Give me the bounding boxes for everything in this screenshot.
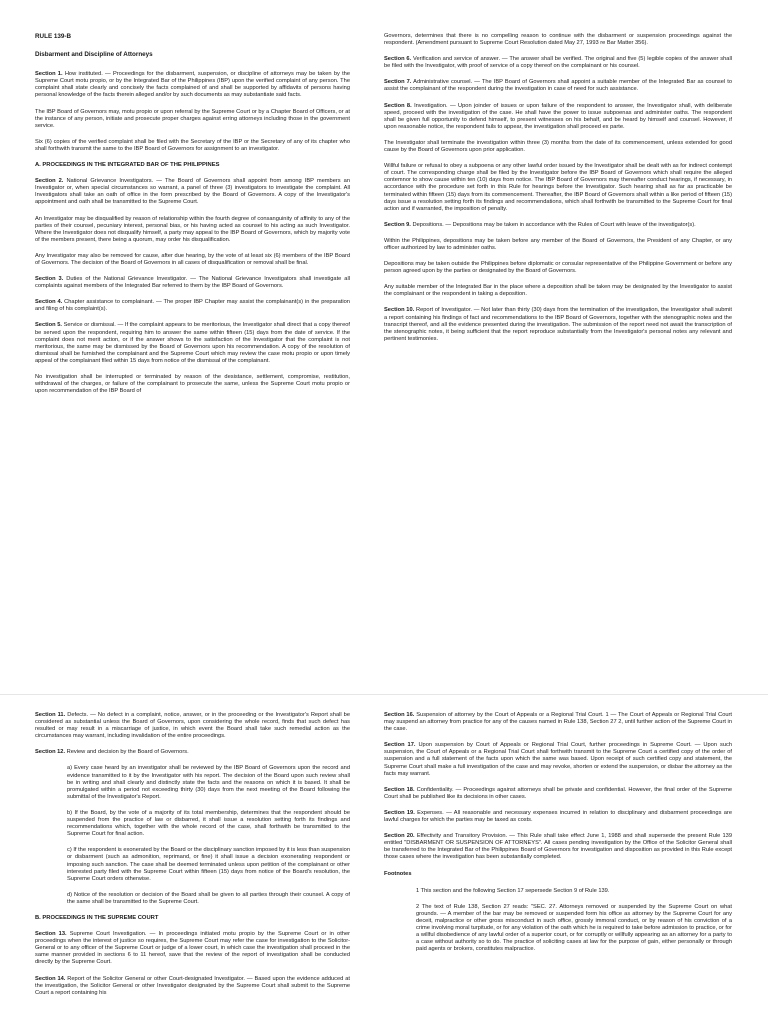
- paragraph-text: Any suitable member of the Integrated Bar in the place where a deposition shall be taken may be designated by the Investigator to assist the complainant or the respondent in taking a deposition.: [384, 284, 732, 298]
- paragraph-text: 1 This section and the following Section 17 sepersede Section 9 of Rule 139.: [416, 887, 610, 894]
- paragraph: [35, 216, 350, 244]
- paragraph: [384, 163, 732, 213]
- paragraph-text: Supreme Court Investigation. — In proceedings initiated motu propio by the Supreme Court or in other proceedings when the interest of justice so requires, the Supreme Court may refer the case for investigation to the Solicitor-General or to any officer of the Supreme Court or judge of a lower court, in which case the investigation shall proceed in the same manner provided in sections 6 to 11 hereof, save that the review of the report of investigation shall be conducted directly by the Supreme Court.: [35, 931, 351, 966]
- section-number: Section 6.: [384, 56, 412, 63]
- paragraph-text: c) If the respondent is exonerated by the Board or the disciplinary sanction imposed by it is less than suspension or disbarment (such as admonition, reprimand, or fine) it shall issue a decision exonerating respondent or imposing such sanction. The case shall be deemed terminated unless upon petition of the complainant or other interested party filed with the Supreme Court within fifteen (15) days from notice of the Board's resolution, the Supreme Court orders otherwise.: [67, 847, 350, 882]
- paragraph-text: Depositions. — Depositions may be taken in accordance with the Rules of Court with leave of the investigator(s).: [412, 221, 696, 228]
- section-number: Section 10.: [384, 307, 415, 314]
- section-paragraph: [384, 307, 732, 342]
- section-paragraph: [384, 833, 732, 861]
- footnotes-heading: Footnotes: [384, 870, 412, 877]
- section-paragraph: [35, 976, 350, 997]
- section-number: Section 20.: [384, 833, 415, 840]
- paragraph-text: 2 The text of Rule 138, Section 27 reads: "SEC. 27. Attorneys removed or suspended by the Supreme Court on what grounds. — A member of the bar may be removed or suspended form his office as attorney by the Supreme Court for any deceit, malpractice or other gross misconduct in such office, grossly immoral conduct, or by reason of his conviction of a crime involving moral turpitude, or for any violation of the oath which he is required to take before admission to practice, or for a willful disobedience of any lawful order of a superior court, or for corruptly or willfully appearing as an attorney for a party to a case without authority so to do. The practice of soliciting cases at law for the purpose of gain, either personally or through paid agents or brokers, constitutes malpractice.: [416, 903, 732, 953]
- paragraph-text: Duties of the National Grievance Investigator. — The National Grievance Investigators shall investigate all complaints against members of the Integrated Bar referred to them by the IBP Board of Governors.: [35, 276, 350, 290]
- paragraph-text: Expenses. — All reasonable and necessary expenses incurred in relation to disciplinary and disbarment proceedings are lawful charges for which the parties may be taxed as costs.: [384, 809, 732, 824]
- paragraph-text: Within the Philippines, depositions may be taken before any member of the Board of Governors, the President of any Chapter, or any officer authorized by law to administer oaths.: [384, 237, 732, 251]
- section-number: Section 14.: [35, 975, 66, 982]
- section-number: Section 12.: [35, 749, 66, 756]
- section-paragraph: [35, 71, 350, 99]
- page1-left-column: [35, 33, 350, 404]
- section-heading: B. PROCEEDINGS IN THE SUPREME COURT: [35, 914, 159, 921]
- page-divider: [0, 694, 768, 695]
- paragraph-text: An Investigator may be disqualified by reason of relationship within the fourth degree of consanguinity of affinity to any of the parties of their counsel, pecuniary interest, personal bias, or his having acted as counsel to his acting as such Investigator. Where the Investigator does not disqualify himself, a party may appeal to the IBP Board of Governors, which by majority vote of the members present, there being a quorum, may order his disqualification.: [35, 215, 350, 243]
- section-paragraph: [35, 276, 350, 290]
- paragraph-text: No investigation shall be interrupted or terminated by reason of the desistance, settlement, compromise, restitution, withdrawal of the charges, or failure of the complainant to prosecute the same, unless the Supreme Court motu propio or upon recommendation of the IBP Board of: [35, 374, 350, 395]
- section-number: Section 19.: [384, 809, 415, 816]
- section-paragraph: [384, 712, 732, 733]
- paragraph-text: Willful failure or refusal to obey a subpoena or any other lawful order issued by the Investigator shall be dealt with as for indirect contempt of court. The corresponding charge shall be filed by the Investigator before the IBP Board of Governors which shall require the alleged contemnor to show cause within ten (10) days from notice. The IBP Board of Governors may thereafter conduct hearings, if necessary, in accordance with the procedure set forth in this Rule for hearings before the Investigator. Such hearing shall as far as practicable be terminated within fifteen (15) days from its commencement. Thereafter, the IBP Board of Governors shall within a like period of fifteen (15) days issue a resolution setting forth its findings and recommendations, which shall forthwith be transmitted to the Supreme Court for final action and if warranted, the imposition of penalty.: [384, 163, 732, 212]
- paragraph: [384, 284, 732, 298]
- paragraph-text: Chapter assistance to complainant. — The proper IBP Chapter may assist the complainant(s) in the preparation and filing of his complaint(s).: [35, 299, 350, 313]
- section-number: Section 16.: [384, 712, 415, 718]
- paragraph-text: National Grievance Investigators. — The Board of Governors shall appoint from among IBP members an Investigator or, when special circumstances so warrant, a panel of three (3) investigators to investigate the complaint. All Investigators shall take an oath of office in the form prescribed by the Board of Governors. A copy of the Investigator's appointment and oath shall be transmitted to the Supreme Court.: [35, 178, 350, 206]
- paragraph: [35, 374, 350, 395]
- paragraph-text: Verification and service of answer. — The answer shall be verified. The original and five (5) legible copies of the answer shall be filed with the Investigator, with proof of service of a copy thereof on the complainant or his counsel.: [384, 56, 732, 70]
- section-number: Section 4.: [35, 299, 63, 306]
- paragraph-text: The IBP Board of Governors may, motu propio or upon referral by the Supreme Court or by a Chapter Board of Officers, or at the instance of any person, initiate and prosecute proper charges against erring attorneys including those in the government service.: [35, 108, 350, 129]
- section-number: Section 17.: [384, 742, 416, 749]
- section-number: Section 18.: [384, 786, 415, 793]
- section-number: Section 5.: [35, 322, 62, 329]
- footnote: [416, 888, 732, 895]
- paragraph: [35, 139, 350, 153]
- paragraph-text: Six (6) copies of the verified complaint shall be filed with the Secretary of the IBP or the Secretary of any of its chapter who shall forthwith transmit the same to the IBP Board of Governors for assignment to an investigator.: [35, 138, 350, 152]
- section-number: Section 8.: [384, 102, 412, 109]
- paragraph-text: Upon suspension by Court of Appeals or Regional Trial Court, further proceedings in Supreme Court. — Upon such suspension, the Court of Appeals or a Regional Trial Court shall forthwith transmit to the Supreme Court a certified copy of the order of suspension and a full statement of the facts upon which the same was based. Upon receipt of such certified copy and statement, the Supreme Court shall make a full investigation of the case and may revoke, shorten or extend the suspension, or disbar the attorney as the facts may warrant.: [384, 742, 732, 777]
- paragraph: [384, 140, 732, 154]
- rule-subtitle: Disbarment and Discipline of Attorneys: [35, 51, 153, 59]
- section-paragraph: [384, 222, 732, 229]
- paragraph: [35, 253, 350, 267]
- paragraph-text: The Investigator shall terminate the investigation within three (3) months from the date of its commencement, unless extended for good cause by the Board of Governors upon prior application.: [384, 139, 732, 154]
- section-paragraph: [384, 810, 732, 824]
- paragraph-text: Report of the Solicitor General or other Court-designated Investigator. — Based upon the evidence adduced at the investigation, the Solicitor General or other Investigator designated by the Supreme Court shall submit to the Supreme Court a report containing his: [35, 975, 350, 996]
- section-paragraph: [35, 322, 350, 365]
- section-number: Section 9.: [384, 221, 411, 228]
- paragraph-text: Confidentiality. — Proceedings against attorneys shall be private and confidential. However, the final order of the Supreme Court shall be published like its decisions in other cases.: [384, 786, 732, 800]
- section-paragraph: [35, 299, 350, 313]
- section-paragraph: [35, 931, 350, 966]
- paragraph: [35, 109, 350, 130]
- paragraph-text: Service or dismissal. — If the complaint appears to be meritorious, the Investigator shall direct that a copy thereof be served upon the respondent, requiring him to answer the same within fifteen (15) days from the date of service. If the complaint does not merit action, or if the answer shows to the satisfaction of the Investigator that the complaint is not meritorious, the same may be dismissed by the Board of Governors upon his recommendation. A copy of the resolution of dismissal shall be furnished the complainant and the Supreme Court which may review the case motu propio or upon timely appeal of the complainant filed within 15 days from notice of the dismissal of the complainant.: [35, 322, 350, 364]
- section-paragraph: [384, 56, 732, 70]
- section-number: Section 13.: [35, 931, 67, 938]
- paragraph-text: Administrative counsel. — The IBP Board of Governors shall appoint a suitable member of the Integrated Bar as counsel to assist the complainant of the respondent during the investigation in case of need for such assistance.: [384, 79, 732, 93]
- paragraph-text: Review and decision by the Board of Governors.: [66, 749, 189, 756]
- footnote: [416, 904, 732, 954]
- section-paragraph: [35, 178, 350, 206]
- subparagraph: [67, 847, 350, 882]
- page1-right-column: [384, 33, 732, 352]
- section-number: Section 2.: [35, 178, 64, 185]
- section-number: Section 7.: [384, 79, 412, 86]
- paragraph: [384, 261, 732, 275]
- section-paragraph: [35, 712, 350, 740]
- section-paragraph: [384, 79, 732, 93]
- document-page-2: [0, 700, 768, 1024]
- section-paragraph: [35, 749, 350, 756]
- section-paragraph: [384, 787, 732, 801]
- paragraph-text: b) If the Board, by the vote of a majority of its total membership, determines that the respondent should be suspended from the practice of law or disbarred, it shall issue a resolution setting forth its findings and recommendations which, together with the whole record of the case, shall forthwith be transmitted to the Supreme Court for final action.: [67, 809, 350, 838]
- paragraph-text: Investigation. — Upon joinder of issues or upon failure of the respondent to answer, the Investigator shall, with deliberate speed, proceed with the investigation of the case. He shall have the power to issue subpoenas and administer oaths. The respondent shall be given full opportunity to defend himself, to present witnesses on his behalf, and be heard by himself and counsel. However, if upon reasonable notice, the respondent fails to appear, the investigation shall proceed ex parte.: [384, 102, 732, 130]
- page2-left-column: [35, 712, 350, 1006]
- paragraph-text: d) Notice of the resolution or decision of the Board shall be given to all parties through their counsel. A copy of the same shall be transmitted to the Supreme Court.: [67, 891, 350, 905]
- section-number: Section 11.: [35, 712, 66, 718]
- subparagraph: [67, 810, 350, 838]
- paragraph-text: Any Investigator may also be removed for cause, after due hearing, by the vote of at least six (6) members of the IBP Board of Governors. The decision of the Board of Governors in all cases of disqualification or removal shall be final.: [35, 252, 350, 266]
- paragraph: [384, 33, 732, 47]
- paragraph-text: Depositions may be taken outside the Philippines before diplomatic or consular representative of the Philippine Government or before any person agreed upon by the parties or designated by the Board of Governors.: [384, 261, 732, 275]
- section-number: Section 1.: [35, 71, 63, 78]
- paragraph-text: Report of Investigator. — Not later than thirty (30) days from the termination of the investigation, the Investigator shall submit a report containing his findings of fact and recommendations to the IBP Board of Governors, together with the stenographic notes and the transcript thereof, and all the evidence presented during the investigation. The submission of the report need not await the transcription of the stenographic notes, it being sufficient that the report reproduce substantially from the Investigator's personal notes any relevant and pertinent testimonies.: [384, 307, 732, 342]
- paragraph-text: Suspension of attorney by the Court of Appeals or a Regional Trial Court. 1 — The Court of Appeals or Regional Trial Court may suspend an attorney from practice for any of the causes named in Rule 138, Section 27 2, until further action of the Supreme Court in the case.: [384, 712, 732, 733]
- subparagraph: [67, 892, 350, 906]
- section-paragraph: [384, 742, 732, 777]
- paragraph: [384, 238, 732, 252]
- paragraph-text: How instituted. — Proceedings for the disbarment, suspension, or discipline of attorneys may be taken by the Supreme Court motu propio, or by the Integrated Bar of the Philippines (IBP) upon the verified complaint of any person. The complaint shall state clearly and concisely the facts complained of and shall be supported by affidavits of persons having personal knowledge of the facts therein alleged and/or by such documents as may substantiate said facts.: [35, 71, 350, 99]
- page2-right-column: [384, 712, 732, 962]
- rule-title: RULE 139-B: [35, 33, 72, 40]
- paragraph-text: Defects. — No defect in a complaint, notice, answer, or in the proceeding or the Investigator's Report shall be considered as substantial unless the Board of Governors, upon considering the whole record, finds that such defect has resulted or may result in a miscarriage of justice, in which event the Board shall take such remedial action as the circumstances may warrant, including invalidation of the entire proceedings.: [35, 712, 350, 740]
- paragraph-text: a) Every case heard by an investigator shall be reviewed by the IBP Board of Governors upon the record and evidence transmitted to it by the Investigator with his report. The decision of the Board upon such review shall be in writing and shall clearly and distinctly state the facts and the reasons on which it is based. It shall be promulgated within a period not exceeding thirty (30) days from the next meeting of the Board following the submittal of the Investigator's Report.: [67, 765, 350, 800]
- section-paragraph: [384, 103, 732, 131]
- paragraph-text: Effectivity and Transitory Provision. — This Rule shall take effect June 1, 1988 and shall supersede the present Rule 139 entitled "DISBARMENT OR SUSPENSION OF ATTORNEYS". All cases pending investigation by the Office of the Solicitor General shall be transferred to the Integrated Bar of the Philippines Board of Governors for investigation and disposition as provided in this Rule except those cases where the investigation has been substantially completed.: [384, 833, 732, 861]
- subparagraph: [67, 765, 350, 800]
- section-number: Section 3.: [35, 276, 64, 283]
- paragraph-text: Governors, determines that there is no compelling reason to continue with the disbarment or suspension proceedings against the respondent. (Amendment pursuant to Supreme Court Resolution dated May 27, 1993 re Bar Matter 356).: [384, 33, 732, 47]
- section-heading: A. PROCEEDINGS IN THE INTEGRATED BAR OF THE PHILIPPINES: [35, 162, 220, 169]
